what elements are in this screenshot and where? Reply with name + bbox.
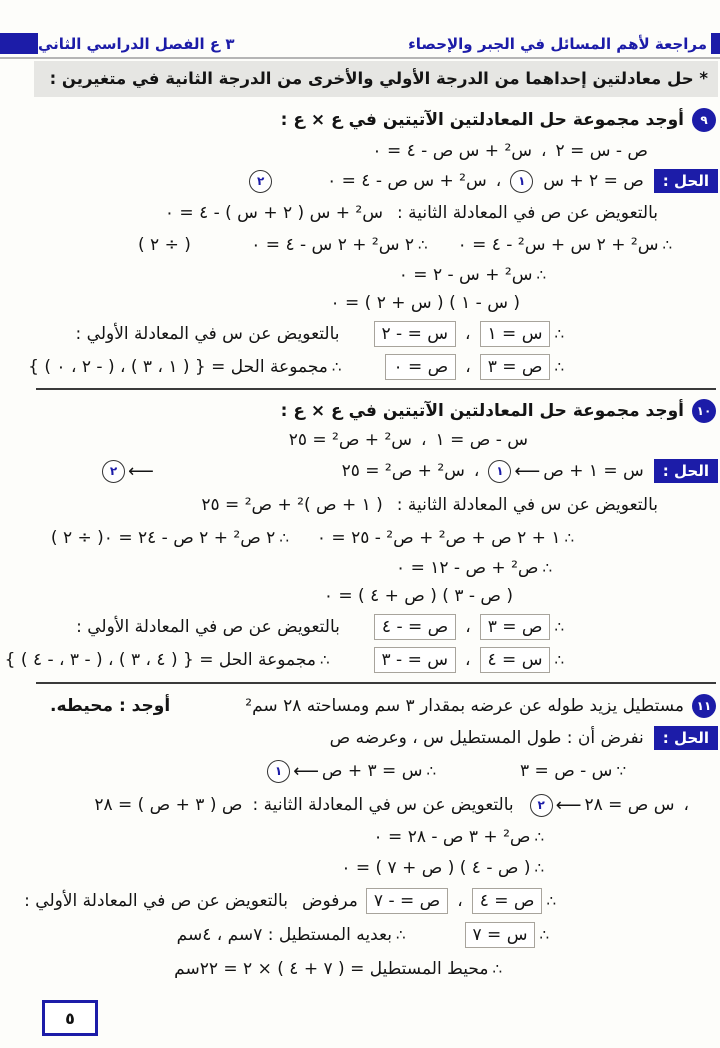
p10-roots-row [30,610,718,643]
problem-10-badge: ١٠ [692,399,716,423]
header-left-title: ٣ ع الفصل الدراسي الثاني [38,34,235,53]
substitution-label: بالتعويض عن ص في المعادلة الثانية : [396,203,658,223]
therefore-symbol: ∴ [542,559,552,577]
section-divider [36,388,716,390]
p11-solution-row [30,722,718,754]
therefore-symbol: ∴ [554,651,564,669]
left-arrow-icon: ⟵ [293,760,319,782]
header-right-title: مراجعة لأهم المسائل في الجبر والإحصاء [408,34,707,53]
p11-equation1-row [30,754,718,788]
substitution-label: بالتعويض عن س في المعادلة الأولي : [75,323,340,344]
comma-separator: ، [421,430,427,450]
comma-separator: ، [495,171,502,191]
p11-expanded-row [30,822,718,852]
problem-10-title: أوجد مجموعة حل المعادلتين الآتيتين في ع × ع : [280,401,684,421]
rejected-note: مرفوض [301,891,358,911]
p10-final-row [4,643,718,677]
therefore-symbol: ∴ [536,266,546,284]
comma-separator: ، [465,616,471,637]
therefore-symbol: ∴ [534,859,544,877]
p11-equation2-row [30,788,718,822]
equation: ٢ س² + ٢ س - ٤ = ٠ [251,235,415,255]
problem-9-title-row [30,105,718,135]
p9-substitution-row [30,197,718,229]
equation: ١ + ٢ ص + ص² + ص² - ٢٥ = ٠ [316,528,561,548]
problem-11-statement: مستطيل يزيد طوله عن عرضه بمقدار ٣ سم ومساحته ٢٨ سم² [245,696,684,716]
find-label: أوجد : محيطه. [50,696,171,716]
equation: س = ١ + ص [543,461,644,481]
page-number: ٥ [65,1008,75,1028]
solution-set: مجموعة الحل = { ( ٤ ، ٣ ) ، ( - ٣ ، - ٤ ) } [4,650,316,670]
p9-factored-row [30,289,718,317]
equation: س = ٣ + ص [321,761,423,781]
comma-separator: ، [457,891,463,911]
equation: ص² + ٣ ص - ٢٨ = ٠ [373,827,531,847]
equation: س² + ص² = ٢٥ [288,430,413,450]
equation: س² + ص² = ٢٥ [341,461,465,481]
p10-simplified-row [30,554,718,582]
circled-number-2: ٢ [249,170,272,193]
comma-separator: ، [541,141,547,161]
boxed-value: س = - ٢ [374,321,456,347]
divide-note: ( ÷ ٢ ) [50,528,104,548]
comma-separator: ، [465,323,471,344]
problem-9-title: أوجد مجموعة حل المعادلتين الآتيتين في ع × ع : [280,110,684,130]
therefore-symbol: ∴ [279,529,289,547]
comma-separator: ، [473,461,480,481]
boxed-value: ص = ٣ [480,354,551,380]
p10-solution-row [30,454,718,488]
solution-label: الحل : [654,726,718,750]
p10-factored-row [30,582,718,610]
therefore-symbol: ∴ [492,960,502,978]
boxed-value: س = ٤ [480,647,551,673]
p9-simplified-row [30,261,718,289]
equation: س² + س ص - ٤ = ٠ [327,171,487,191]
header-accent-block-right [711,33,720,54]
p9-solution-row [30,165,718,197]
circled-number-1: ١ [488,460,511,483]
p9-given-row [30,137,718,165]
p9-expand-row [30,229,718,261]
assumption-text: نفرض أن : طول المستطيل س ، وعرضه ص [329,728,644,748]
page-content [0,59,720,999]
boxed-value: ص = ٠ [385,354,456,380]
equation: ( س - ١ ) ( س + ٢ ) = ٠ [330,293,520,313]
equation: س² + س - ٢ = ٠ [398,265,533,285]
boxed-value: ص = ٣ [480,614,551,640]
boxed-value: س = ٧ [465,922,536,948]
dimensions-text: بعديه المستطيل : ٧سم ، ٤سم [176,925,392,945]
substitution-label: بالتعويض عن س في المعادلة الثانية : [396,495,658,515]
problem-11-title-row [30,690,718,722]
therefore-symbol: ∴ [554,617,564,636]
p10-expand-row [30,522,718,554]
problem-9-badge: ٩ [692,108,716,132]
equation: محيط المستطيل = ( ٧ + ٤ ) × ٢ = ٢٢سم [174,959,489,979]
therefore-symbol: ∴ [554,357,564,376]
boxed-value: ص = ٤ [472,888,543,914]
p10-substitution-row [30,488,718,522]
therefore-symbol: ∴ [331,357,342,376]
therefore-symbol: ∴ [426,762,436,780]
equation: س² + س ( ٢ + س ) - ٤ = ٠ [164,203,383,223]
solution-set: مجموعة الحل = { ( ١ ، ٣ ) ، ( - ٢ ، ٠ ) } [28,356,328,377]
therefore-symbol: ∴ [564,529,574,547]
because-symbol: ∵ [616,762,626,780]
comma-separator: ، [465,356,471,377]
boxed-value: ص = - ٧ [366,888,448,914]
equation: س² + ٢ س + س² - ٤ = ٠ [457,235,659,255]
equation: ص² + ص - ١٢ = ٠ [396,558,539,578]
circled-number-2: ٢ [102,460,125,483]
problem-10-title-row [30,396,718,426]
equation: ص - س = ٢ [555,141,648,161]
boxed-value: س = - ٣ [374,647,456,673]
equation: ( ص - ٤ ) ( ص + ٧ ) = ٠ [341,858,531,878]
therefore-symbol: ∴ [546,892,556,910]
page-header [0,30,720,59]
circled-number-1: ١ [267,760,290,783]
equation: س² + س ص - ٤ = ٠ [372,141,533,161]
p11-roots-row [24,884,718,918]
p10-given-row [30,426,718,454]
left-arrow-icon: ⟵ [128,460,154,482]
p11-perimeter-row [30,952,718,986]
therefore-symbol: ∴ [418,236,428,254]
equation: س ص = ٢٨ [584,795,675,815]
problem-11-badge: ١١ [692,694,716,718]
solution-label: الحل : [654,459,718,483]
equation: ص = ٢ + س [543,171,644,191]
comma-separator: ، [465,650,471,670]
circled-number-2: ٢ [530,794,553,817]
therefore-symbol: ∴ [534,828,544,846]
substitution-label: بالتعويض عن س في المعادلة الثانية : [252,795,514,815]
divide-note: ( ÷ ٢ ) [138,235,191,255]
left-arrow-icon: ⟵ [555,794,582,816]
substitution-label: بالتعويض عن ص في المعادلة الأولي : [76,616,340,637]
p11-factored-row [30,852,718,884]
left-arrow-icon: ⟵ [514,460,541,482]
section-title: * حل معادلتين إحداهما من الدرجة الأولي والأخرى من الدرجة الثانية في متغيرين : [34,61,718,97]
therefore-symbol: ∴ [554,324,564,343]
therefore-symbol: ∴ [539,926,549,944]
section-divider [36,682,716,684]
solution-label: الحل : [654,169,718,193]
boxed-value: س = ١ [480,321,551,347]
p9-final-row [30,350,718,383]
substitution-label: بالتعويض عن ص في المعادلة الأولي : [24,891,288,911]
equation: ص ( ٣ + ص ) = ٢٨ [94,795,243,815]
equation: ٢ ص² + ٢ ص - ٢٤ = ٠ [103,528,276,548]
header-accent-block-left [0,33,38,54]
p9-roots-row [30,317,718,350]
equation: س - ص = ١ [435,430,528,450]
equation: ( ١ + ص )² + ص² = ٢٥ [201,495,383,515]
circled-number-1: ١ [510,170,533,193]
equation: ( ص - ٣ ) ( ص + ٤ ) = ٠ [323,586,513,606]
therefore-symbol: ∴ [662,236,672,254]
page-number-box [42,1000,98,1036]
therefore-symbol: ∴ [395,926,406,944]
equation: س - ص = ٣ [520,761,613,781]
p11-xvalue-row [30,918,718,952]
comma-separator: ، [683,795,689,815]
boxed-value: ص = - ٤ [374,614,456,640]
therefore-symbol: ∴ [319,651,330,669]
